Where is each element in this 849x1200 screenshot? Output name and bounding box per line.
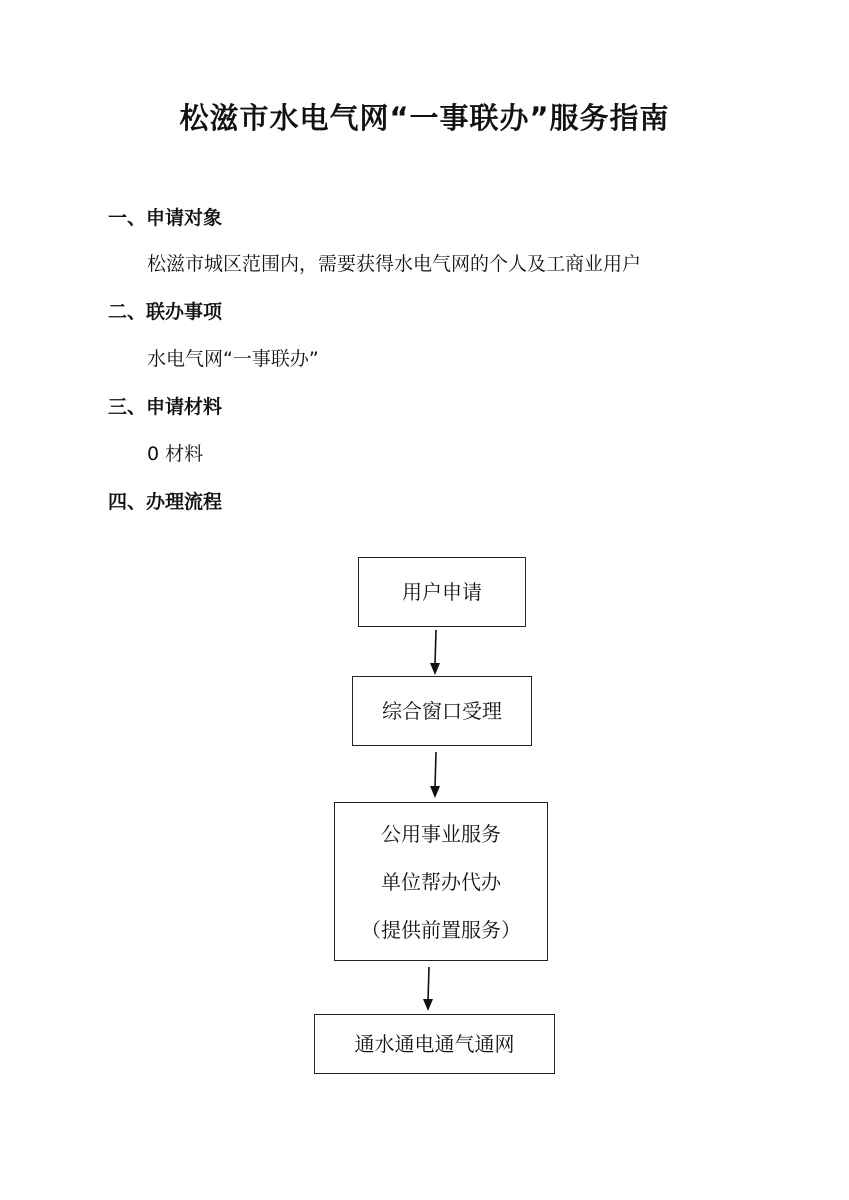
flow-arrow-1 xyxy=(428,627,444,675)
section-heading-joint-items: 二、联办事项 xyxy=(108,301,223,323)
section-heading-applicants: 一、申请对象 xyxy=(108,207,223,229)
flow-arrow-2 xyxy=(428,750,444,798)
flow-step-label: 用户申请 xyxy=(402,580,482,604)
flow-step-label: 综合窗口受理 xyxy=(382,699,502,723)
section-content-materials: 0 材料 xyxy=(147,443,204,465)
flow-arrow-3 xyxy=(420,965,436,1011)
section-content-joint-items: 水电气网“一事联办” xyxy=(147,348,319,370)
flow-step-utility-assistance xyxy=(334,802,548,961)
flow-step-user-application xyxy=(358,557,526,627)
flow-step-label-line-2: 单位帮办代办 xyxy=(381,869,501,894)
flow-step-label-line-1: 公用事业服务 xyxy=(381,821,501,846)
section-heading-process: 四、办理流程 xyxy=(108,491,223,513)
page-title: 松滋市水电气网“一事联办”服务指南 xyxy=(179,101,670,135)
flow-step-label-line-3: （提供前置服务） xyxy=(361,917,521,942)
flow-step-label: 通水通电通气通网 xyxy=(354,1032,515,1056)
flow-step-service-connection xyxy=(314,1014,555,1074)
section-content-applicants: 松滋市城区范围内，需要获得水电气网的个人及工商业用户 xyxy=(147,253,642,275)
section-heading-materials: 三、申请材料 xyxy=(108,396,223,418)
flow-step-window-acceptance xyxy=(352,676,532,746)
